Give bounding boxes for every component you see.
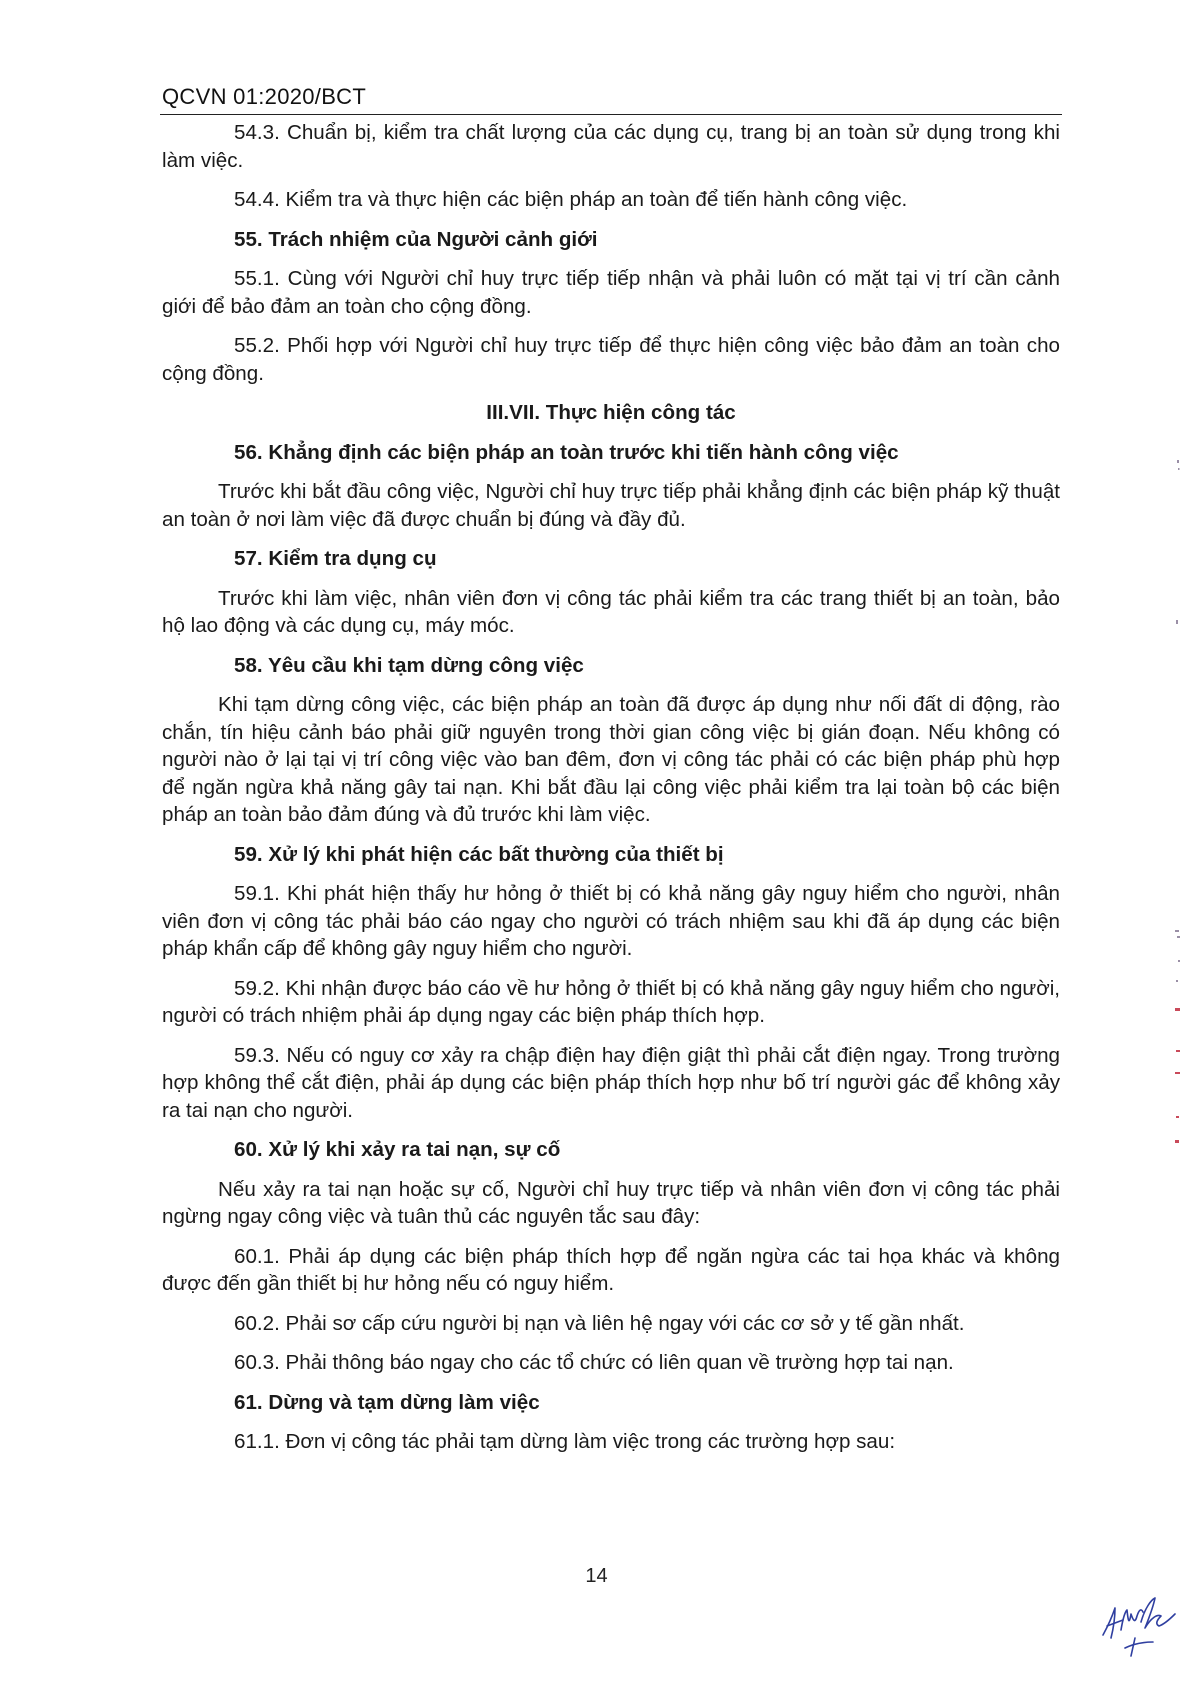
paragraph-59-3: 59.3. Nếu có nguy cơ xảy ra chập điện hay điện giật thì phải cắt điện ngay. Trong trường hợp không thể cắt điện, phải áp dụng các biện pháp thích hợp như bố trí người gác để không xảy ra tai nạn cho người. — [162, 1043, 1060, 1122]
heading-59: 59. Xử lý khi phát hiện các bất thường của thiết bị — [234, 842, 724, 866]
paragraph-60-1: 60.1. Phải áp dụng các biện pháp thích hợp để ngăn ngừa các tai họa khác và không được đến gần thiết bị hư hỏng nếu có nguy hiểm. — [162, 1244, 1060, 1295]
scan-edge-marks — [1170, 460, 1186, 1160]
paragraph-59-2: 59.2. Khi nhận được báo cáo về hư hỏng ở thiết bị có khả năng gây nguy hiểm cho người, người có trách nhiệm phải áp dụng ngay các biện pháp thích hợp. — [162, 976, 1060, 1027]
paragraph-59-1: 59.1. Khi phát hiện thấy hư hỏng ở thiết bị có khả năng gây nguy hiểm cho người, nhân viên đơn vị công tác phải báo cáo ngay cho người có trách nhiệm sau khi đã áp dụng các biện pháp khẩn cấp để không gây nguy hiểm cho người. — [162, 882, 1060, 960]
paragraph-56: Trước khi bắt đầu công việc, Người chỉ huy trực tiếp phải khẳng định các biện pháp kỹ thuật an toàn ở nơi làm việc đã được chuẩn bị đúng và đầy đủ. — [162, 480, 1060, 531]
heading-60: 60. Xử lý khi xảy ra tai nạn, sự cố — [234, 1138, 561, 1161]
standard-code: QCVN 01:2020/BCT — [162, 84, 367, 109]
page-number: 14 — [585, 1565, 608, 1587]
page-header — [160, 80, 1062, 115]
document-body — [162, 119, 1060, 1468]
heading-55: 55. Trách nhiệm của Người cảnh giới — [234, 227, 598, 251]
heading-57: 57. Kiểm tra dụng cụ — [234, 547, 437, 570]
paragraph-54-4: 54.4. Kiểm tra và thực hiện các biện pháp an toàn để tiến hành công việc. — [234, 188, 908, 211]
heading-56: 56. Khẳng định các biện pháp an toàn trước khi tiến hành công việc — [234, 440, 899, 464]
paragraph-60-3: 60.3. Phải thông báo ngay cho các tổ chức có liên quan về trường hợp tai nạn. — [234, 1351, 954, 1374]
paragraph-60-2: 60.2. Phải sơ cấp cứu người bị nạn và liên hệ ngay với các cơ sở y tế gần nhất. — [234, 1311, 965, 1335]
paragraph-55-2: 55.2. Phối hợp với Người chỉ huy trực tiếp để thực hiện công việc bảo đảm an toàn cho cộng đồng. — [162, 334, 1060, 385]
paragraph-54-3: 54.3. Chuẩn bị, kiểm tra chất lượng của các dụng cụ, trang bị an toàn sử dụng trong khi làm việc. — [162, 121, 1060, 172]
chapter-heading: III.VII. Thực hiện công tác — [486, 401, 736, 424]
paragraph-60: Nếu xảy ra tai nạn hoặc sự cố, Người chỉ huy trực tiếp và nhân viên đơn vị công tác phải ngừng ngay công việc và tuân thủ các nguyên tắc sau đây: — [162, 1177, 1060, 1228]
paragraph-61-1: 61.1. Đơn vị công tác phải tạm dừng làm việc trong các trường hợp sau: — [234, 1430, 896, 1453]
paragraph-57: Trước khi làm việc, nhân viên đơn vị công tác phải kiểm tra các trang thiết bị an toàn, bảo hộ lao động và các dụng cụ, máy móc. — [162, 586, 1060, 637]
paragraph-55-1: 55.1. Cùng với Người chỉ huy trực tiếp tiếp nhận và phải luôn có mặt tại vị trí cần cảnh giới để bảo đảm an toàn cho cộng đồng. — [162, 267, 1060, 318]
paragraph-58: Khi tạm dừng công việc, các biện pháp an toàn đã được áp dụng như nối đất di động, rào chắn, tín hiệu cảnh báo phải giữ nguyên trong thời gian công việc bị gián đoạn. Nếu không có người nào ở lại tại vị trí công việc vào ban đêm, đơn vị công tác phải có các biện pháp phù hợp để ngăn ngừa khả năng gây tai nạn. Khi bắt đầu lại công việc phải kiểm tra lại toàn bộ các biện pháp an toàn bảo đảm đúng và đủ trước khi làm việc. — [162, 693, 1060, 826]
heading-61: 61. Dừng và tạm dừng làm việc — [234, 1390, 540, 1414]
handwritten-signature — [1095, 1590, 1183, 1660]
heading-58: 58. Yêu cầu khi tạm dừng công việc — [234, 653, 584, 677]
